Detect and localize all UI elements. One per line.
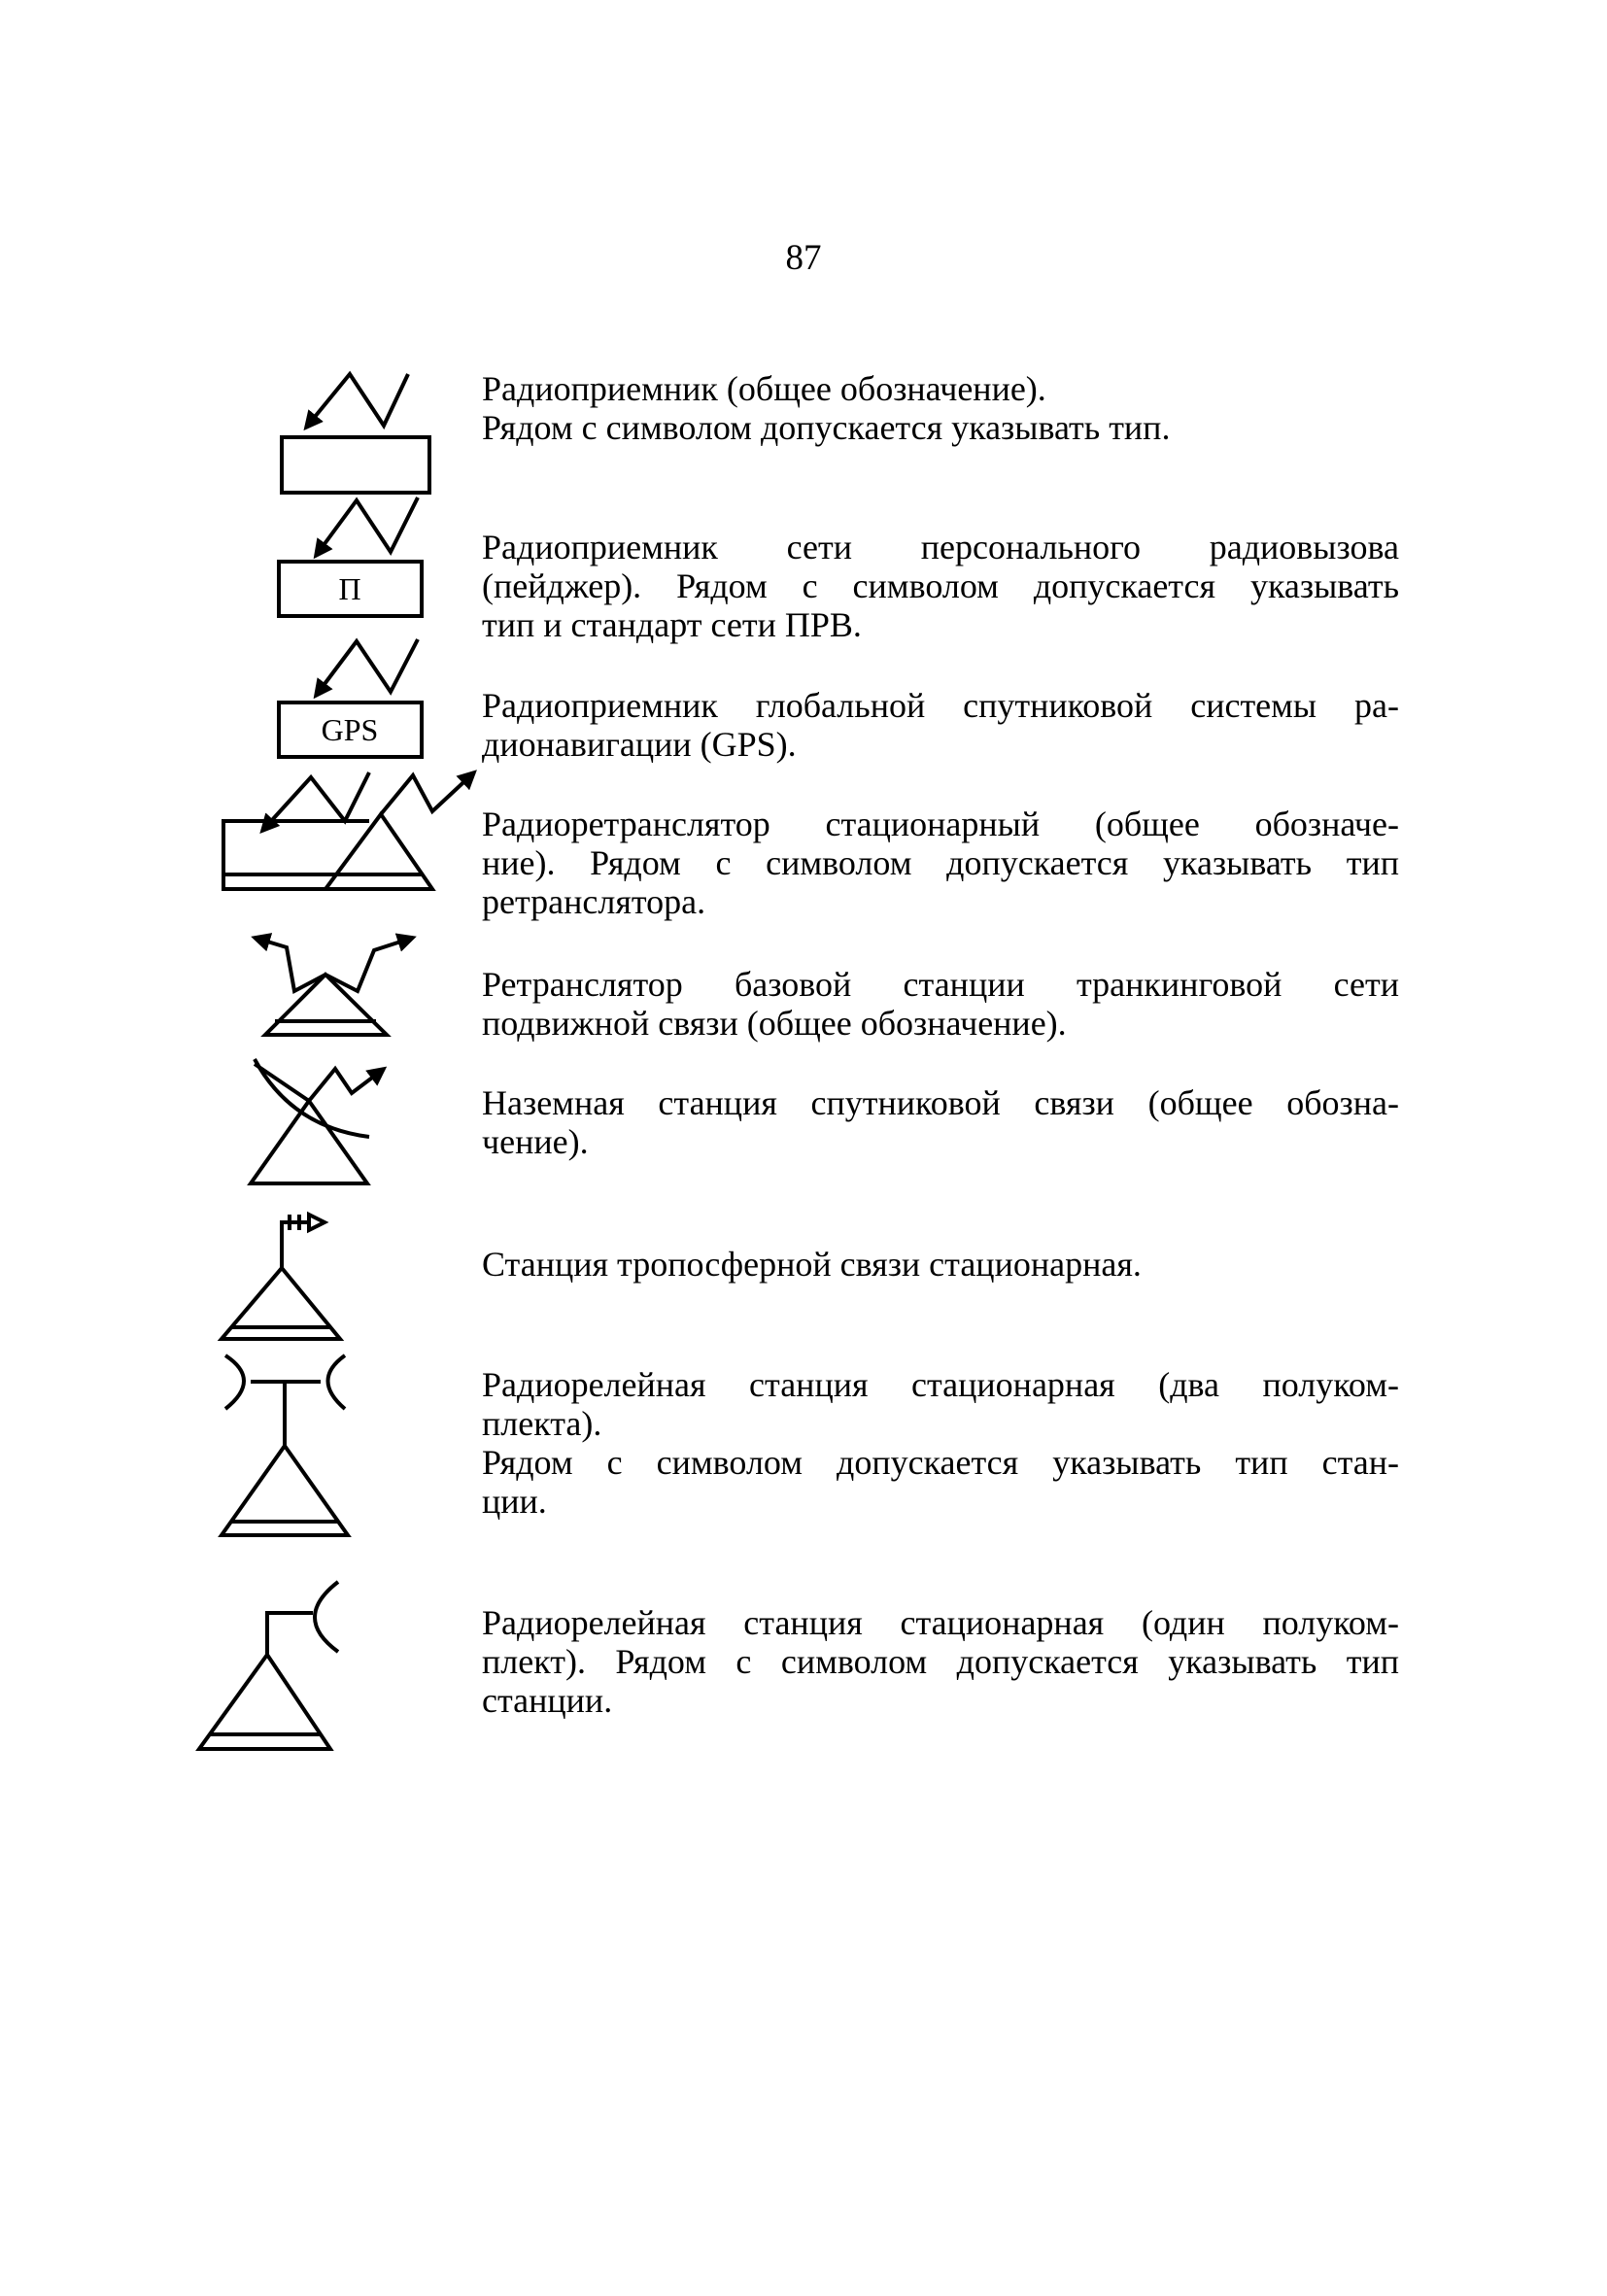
entry-pager-receiver — [482, 528, 1399, 644]
entry-line: Ретранслятор базовой станции транкинговой сети — [482, 965, 1399, 1004]
entry-line: Наземная станция спутниковой связи (общее обозна- — [482, 1083, 1399, 1122]
stationary-repeater-symbol — [223, 772, 474, 889]
pager-receiver-symbol — [279, 497, 422, 616]
entry-radio-relay-two-half-sets — [482, 1365, 1399, 1521]
entry-line: станции. — [482, 1681, 613, 1720]
entry-line: Радиорелейная станция стационарная (два полуком- — [482, 1365, 1399, 1404]
satellite-ground-station-symbol — [251, 1059, 384, 1183]
entry-line: ретранслятора. — [482, 882, 706, 921]
entry-line: Радиорелейная станция стационарная (один полуком- — [482, 1603, 1399, 1642]
symbols-column — [0, 0, 544, 2296]
entry-line: ции. — [482, 1482, 547, 1521]
gps-receiver-symbol — [279, 639, 422, 757]
entry-line: ние). Рядом с символом допускается указывать тип — [482, 843, 1399, 882]
entry-radio-relay-one-half-set — [482, 1603, 1399, 1720]
entry-line: чение). — [482, 1122, 589, 1161]
entry-line: Радиоприемник (общее обозначение). — [482, 369, 1046, 408]
entry-tropospheric-station — [482, 1245, 1399, 1284]
radio-relay-one-half-set-symbol — [199, 1582, 338, 1749]
entry-line: Станция тропосферной связи стационарная. — [482, 1245, 1142, 1284]
entry-line: дионавигации (GPS). — [482, 725, 797, 764]
entry-line: (пейджер). Рядом с символом допускается указывать — [482, 566, 1399, 605]
entry-line: Радиоретранслятор стационарный (общее обозначе- — [482, 805, 1399, 843]
entry-line: Рядом с символом допускается указывать тип стан- — [482, 1443, 1399, 1482]
gps-box-label: GPS — [321, 712, 379, 747]
entry-line: Радиоприемник сети персонального радиовызова — [482, 528, 1399, 566]
entry-line: Рядом с символом допускается указывать тип. — [482, 408, 1171, 447]
radio-relay-two-half-sets-symbol — [222, 1355, 348, 1535]
trunking-base-station-symbol — [255, 938, 413, 1035]
entry-radio-receiver — [482, 369, 1399, 447]
entry-satellite-ground-station — [482, 1083, 1399, 1161]
entry-trunking-base-station — [482, 965, 1399, 1043]
entry-line: тип и стандарт сети ПРВ. — [482, 605, 862, 644]
page-number: 87 — [785, 238, 822, 278]
tropospheric-station-symbol — [222, 1215, 340, 1339]
entry-stationary-repeater — [482, 805, 1399, 921]
entry-line: плекта). — [482, 1404, 602, 1443]
radio-receiver-symbol — [282, 374, 429, 493]
pager-box-label: П — [338, 571, 361, 606]
entry-line: подвижной связи (общее обозначение). — [482, 1004, 1067, 1043]
entry-line: плект). Рядом с символом допускается указывать тип — [482, 1642, 1399, 1681]
entry-line: Радиоприемник глобальной спутниковой системы ра- — [482, 686, 1399, 725]
entry-gps-receiver — [482, 686, 1399, 764]
